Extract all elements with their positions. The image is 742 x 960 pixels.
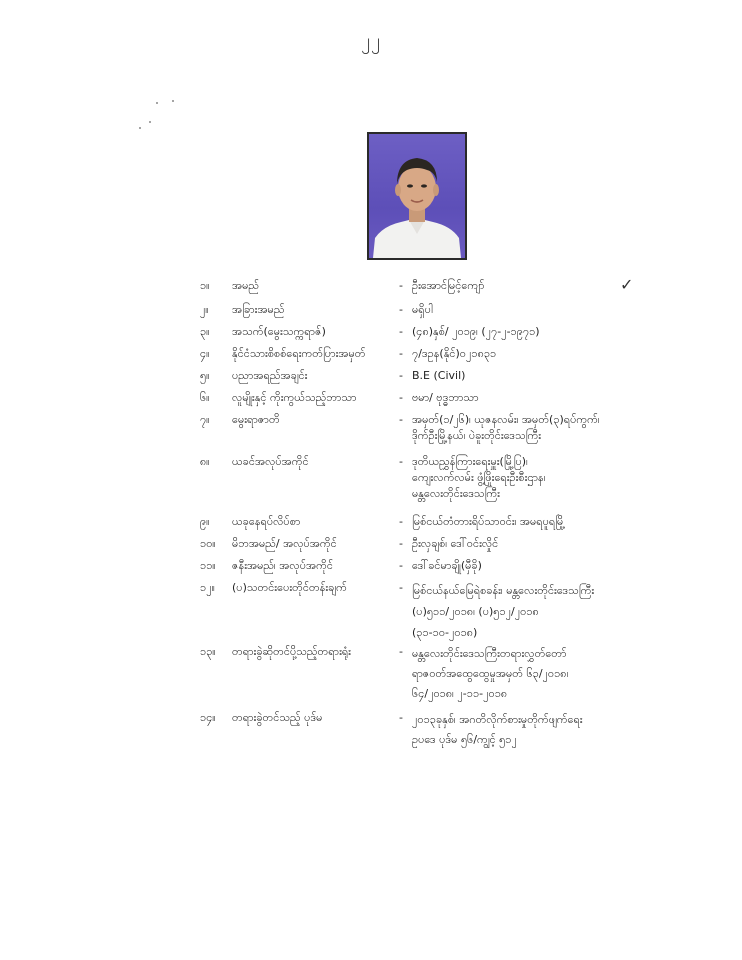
item-number: ၁၁။ bbox=[200, 559, 216, 572]
item-separator: - bbox=[399, 711, 403, 724]
value-line: မြစ်ငယ်နယ်မြေရဲစခန်း၊ မန္တလေးတိုင်းဒေသကြီး bbox=[412, 584, 595, 597]
item-separator: - bbox=[399, 559, 403, 572]
item-value bbox=[412, 368, 652, 384]
item-value bbox=[412, 324, 652, 340]
item-value bbox=[412, 302, 652, 318]
item-number: ၁၀။ bbox=[200, 537, 216, 550]
value-line: မန္တလေးတိုင်းဒေသကြီး bbox=[412, 487, 500, 500]
item-label: ယခင်အလုပ်အကိုင် bbox=[232, 455, 309, 468]
scan-speck bbox=[139, 127, 141, 129]
value-line: ကျေးလက်လမ်း ဖွံ့ဖြိုးရေးဦးစီးဌာန၊ bbox=[412, 471, 546, 484]
item-separator: - bbox=[399, 279, 403, 292]
item-separator: - bbox=[399, 515, 403, 528]
item-separator: - bbox=[399, 581, 403, 594]
value-line: ဒေါ်ခင်မာချို(မှီခို) bbox=[412, 559, 482, 572]
item-label: အသက်(မွေးသက္ကရာဇ်) bbox=[232, 325, 326, 338]
item-label: ဇနီးအမည်၊ အလုပ်အကိုင် bbox=[232, 559, 333, 572]
value-line: ဦးအောင်မြင့်ကျော် bbox=[412, 279, 485, 292]
value-line: ၇/ဒဥန(နိုင်)၀၂၁၈၃၁ bbox=[412, 347, 497, 360]
item-separator: - bbox=[399, 369, 403, 382]
item-number: ၈။ bbox=[200, 455, 210, 468]
item-value bbox=[412, 412, 652, 444]
value-line: ဗမာ/ ဗုဒ္ဓဘာသာ bbox=[412, 391, 479, 404]
item-number: ၁၃။ bbox=[200, 645, 216, 658]
value-line: B.E (Civil) bbox=[412, 369, 466, 382]
item-label: တရားခွဲဆိုတင်ပို့သည့်တရားရုံး bbox=[232, 645, 351, 658]
item-value bbox=[412, 558, 652, 574]
item-label: အမည် bbox=[232, 279, 260, 292]
portrait-photo bbox=[367, 132, 467, 260]
portrait-figure bbox=[369, 134, 465, 258]
scan-speck bbox=[172, 100, 174, 102]
item-label: မိဘအမည်/ အလုပ်အကိုင် bbox=[232, 537, 337, 550]
item-label: မွေးရာဇာတိ bbox=[232, 413, 280, 426]
value-line: ဒုတိယညွှန်ကြားရေးမှူး(မြို့ပြ)၊ bbox=[412, 455, 528, 468]
item-separator: - bbox=[399, 455, 403, 468]
item-label: (ပ)သတင်းပေးတိုင်တန်းချက် bbox=[232, 581, 347, 594]
value-line: (ပ)၅၁၁/၂၀၁၈၊ (ပ)၅၁၂/၂၀၁၈ bbox=[412, 605, 539, 618]
value-line: (၄၈)နှစ်/ ၂၀၁၉၊ (၂၇-၂-၁၉၇၁) bbox=[412, 325, 540, 338]
value-line: ဦးလှချစ်၊ ဒေါ်ဝင်းလှိုင် bbox=[412, 537, 499, 550]
item-number: ၆။ bbox=[200, 391, 210, 404]
item-value bbox=[412, 454, 652, 502]
value-line: ဒိုက်ဦးမြို့နယ်၊ ပဲခူးတိုင်းဒေသကြီး bbox=[412, 429, 542, 442]
item-label: အခြားအမည် bbox=[232, 303, 285, 316]
page-number: ၂၂ bbox=[361, 30, 381, 51]
item-number: ၉။ bbox=[200, 515, 210, 528]
item-value bbox=[412, 390, 652, 406]
value-line: မန္တလေးတိုင်းဒေသကြီးတရားလွှတ်တော် bbox=[412, 647, 567, 660]
item-separator: - bbox=[399, 413, 403, 426]
item-value bbox=[412, 710, 652, 750]
item-separator: - bbox=[399, 347, 403, 360]
item-number: ၁။ bbox=[200, 279, 210, 292]
item-separator: - bbox=[399, 391, 403, 404]
item-label: တရားခွဲတင်သည့် ပုဒ်မ bbox=[232, 711, 323, 724]
item-value bbox=[412, 536, 652, 552]
item-separator: - bbox=[399, 645, 403, 658]
item-value bbox=[412, 580, 652, 643]
item-number: ၃။ bbox=[200, 325, 210, 338]
value-line: မရှိပါ bbox=[412, 303, 433, 316]
item-number: ၇။ bbox=[200, 413, 210, 426]
item-label: နိုင်ငံသားစိစစ်ရေးကတ်ပြားအမှတ် bbox=[232, 347, 366, 360]
value-line: ၂၀၁၃ခုနှစ်၊ အဂတိလိုက်စားမှုတိုက်ဖျက်ရေး bbox=[412, 713, 583, 726]
item-number: ၁၂။ bbox=[200, 581, 215, 594]
item-value bbox=[412, 514, 652, 530]
value-line: ရာဇဝတ်အထွေထွေမှုအမှတ် ၆၃/၂၀၁၈၊ bbox=[412, 667, 569, 680]
item-value bbox=[412, 644, 652, 704]
item-label: လူမျိုးနှင့် ကိုးကွယ်သည့်ဘာသာ bbox=[232, 391, 357, 404]
item-number: ၄။ bbox=[200, 347, 210, 360]
scan-speck bbox=[149, 121, 151, 123]
value-line: မြစ်ငယ်တံတားရိပ်သာဝင်း၊ အမရပူရမြို့ bbox=[412, 515, 566, 528]
scan-speck bbox=[156, 102, 158, 104]
item-separator: - bbox=[399, 303, 403, 316]
item-separator: - bbox=[399, 537, 403, 550]
item-number: ၂။ bbox=[200, 303, 209, 316]
item-value bbox=[412, 278, 652, 294]
item-label: ပညာအရည်အချင်း bbox=[232, 369, 308, 382]
item-number: ၁၄။ bbox=[200, 711, 216, 724]
value-line: ဥပဒေ ပုဒ်မ ၅၆/ကျွင့် ၅၁၂ bbox=[412, 733, 517, 746]
item-number: ၅။ bbox=[200, 369, 210, 382]
value-line: (၃၁-၁၀-၂၀၁၈) bbox=[412, 626, 478, 639]
item-label: ယခုနေရပ်လိပ်စာ bbox=[232, 515, 301, 528]
value-line: ၆၄/၂၀၁၈၊ ၂-၁၁-၂၀၁၈ bbox=[412, 687, 508, 700]
item-value bbox=[412, 346, 652, 362]
item-separator: - bbox=[399, 325, 403, 338]
value-line: အမှတ်(၁/၂၆)၊ ယုဇနလမ်း၊ အမှတ်(၃)ရပ်ကွက်၊ bbox=[412, 413, 600, 426]
check-mark: ✓ bbox=[620, 275, 634, 294]
